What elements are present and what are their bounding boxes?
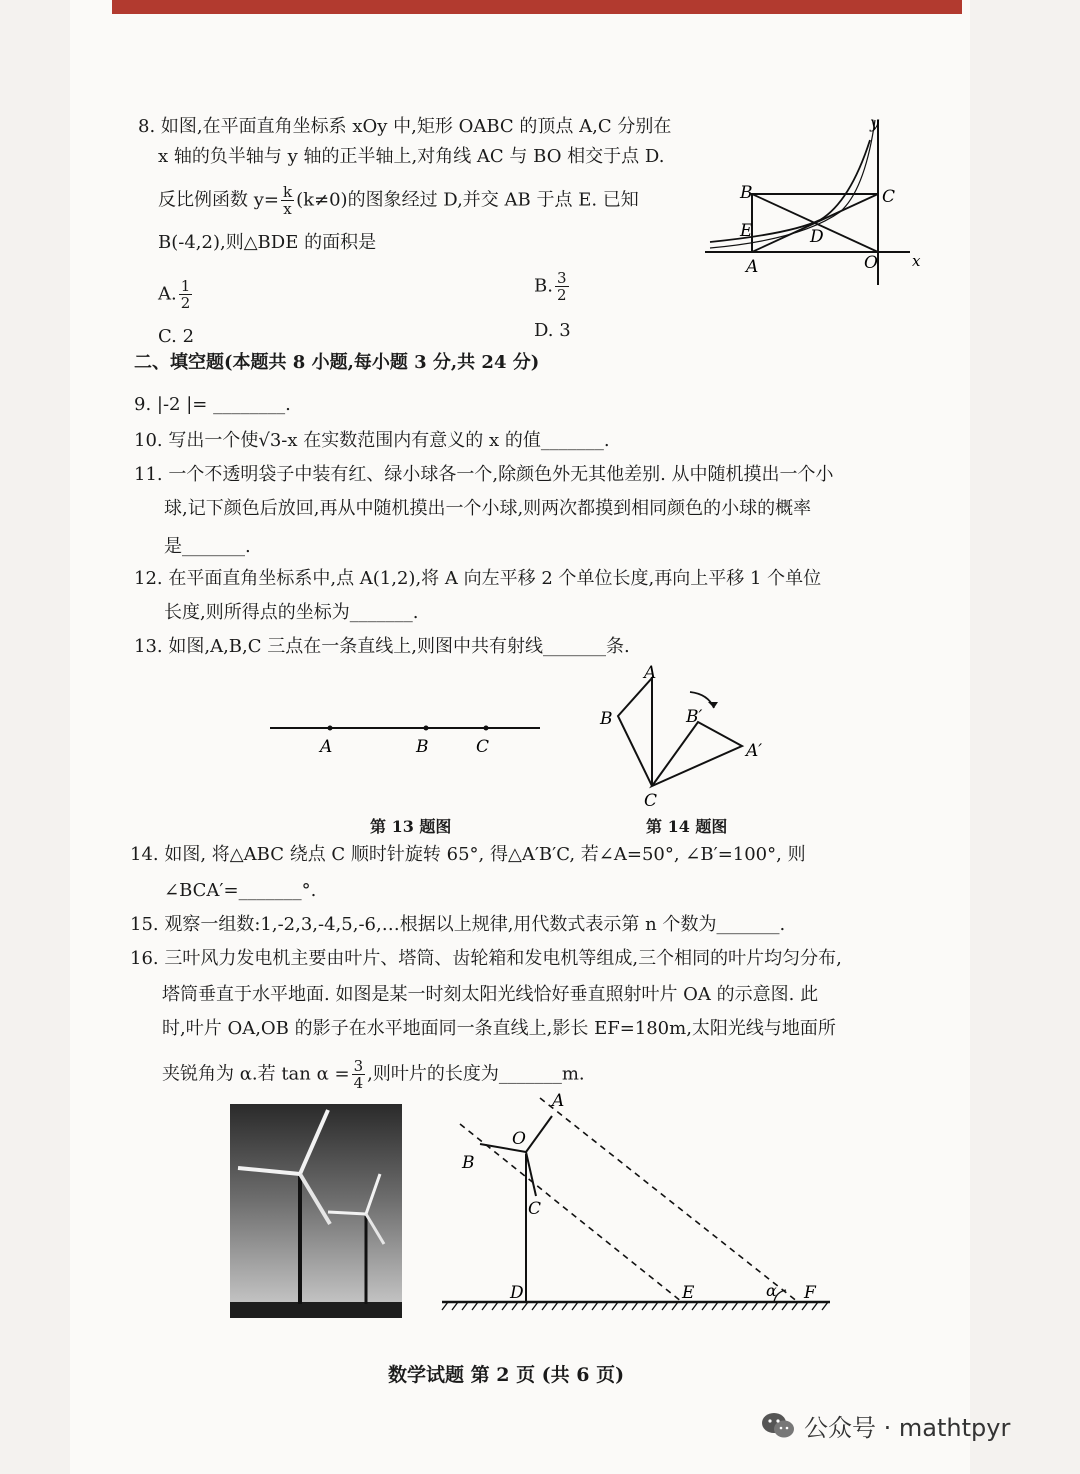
fig13-label-c: C <box>476 737 490 757</box>
q16-line4: 夹锐角为 α.若 tan α = $\frac{3}{4}$ ,则叶片的长度为_______m. <box>162 1057 585 1092</box>
fig16-label-o: O <box>512 1129 526 1149</box>
page-footer: 数学试题 第 2 页 (共 6 页) <box>388 1364 625 1386</box>
fig14-label-a: A <box>644 664 657 683</box>
q8-line2: x 轴的负半轴与 y 轴的正半轴上,对角线 AC 与 BO 相交于点 D. <box>158 146 665 167</box>
q11-line1: 11. 一个不透明袋子中装有红、绿小球各一个,除颜色外无其他差别. 从中随机摸出一个小 <box>134 464 834 485</box>
fig14-caption: 第 14 题图 <box>646 817 728 836</box>
q12-line2: 长度,则所得点的坐标为_______. <box>164 602 419 623</box>
watermark-text: 公众号 · mathtpyr <box>804 1414 1011 1442</box>
fig8-coordinate-diagram <box>700 110 930 290</box>
fig13-label-a: A <box>320 737 333 757</box>
fig16-label-d: D <box>510 1283 524 1303</box>
fig8-label-o: O <box>864 253 878 273</box>
q8-line3: 反比例函数 y= $\frac{k}{x}$ (k≠0)的图象经过 D,并交 AB 于点 E. 已知 <box>158 183 639 218</box>
fig13-line-diagram <box>260 712 560 762</box>
fig14-label-c: C <box>644 791 658 811</box>
paper-top-edge <box>112 0 962 14</box>
fig16-shadow-diagram <box>440 1088 840 1318</box>
q11-line2: 球,记下颜色后放回,再从中随机摸出一个小球,则两次都摸到相同颜色的小球的概率 <box>164 498 812 519</box>
fig13-caption: 第 13 题图 <box>370 817 452 836</box>
q8-line1: 8. 如图,在平面直角坐标系 xOy 中,矩形 OABC 的顶点 A,C 分别在 <box>138 116 672 137</box>
wind-turbine-photo-drawing <box>230 1104 402 1318</box>
section-2-heading: 二、填空题(本题共 8 小题,每小题 3 分,共 24 分) <box>134 352 540 373</box>
fig8-label-b: B <box>740 183 753 203</box>
q8-option-c: C. 2 <box>158 326 195 347</box>
q11-line3: 是_______. <box>164 536 251 557</box>
fig8-label-c: C <box>882 187 896 207</box>
fig8-label-y: y <box>870 113 880 132</box>
fig8-label-a: A <box>746 257 759 277</box>
q9: 9. |-2 |= ________. <box>134 394 291 415</box>
q8-option-b: B. $\frac{3}{2}$ <box>534 269 567 304</box>
fig16-label-b: B <box>462 1153 475 1173</box>
wechat-icon <box>760 1411 796 1441</box>
fig16-label-c: C <box>528 1199 542 1219</box>
fig14-label-a-prime: A′ <box>746 741 763 761</box>
fig14-rotation-diagram <box>590 664 790 814</box>
fig8-label-e: E <box>740 221 753 241</box>
q13: 13. 如图,A,B,C 三点在一条直线上,则图中共有射线_______条. <box>134 636 630 657</box>
k-over-x-fraction: $\frac{k}{x}$ <box>282 183 293 218</box>
q16-line1: 16. 三叶风力发电机主要由叶片、塔筒、齿轮箱和发电机等组成,三个相同的叶片均匀分布, <box>130 948 842 969</box>
q8-line4: B(-4,2),则△BDE 的面积是 <box>158 232 377 253</box>
wind-turbine-photo <box>230 1104 402 1318</box>
q16-line3: 时,叶片 OA,OB 的影子在水平地面同一条直线上,影长 EF=180m,太阳光线与地面所 <box>162 1018 836 1039</box>
fig16-label-a: A <box>552 1091 565 1111</box>
fig16-label-alpha: α <box>766 1281 777 1300</box>
q14-line2: ∠BCA′=_______°. <box>164 880 317 901</box>
fig16-label-f: F <box>804 1283 816 1303</box>
fig13-label-b: B <box>416 737 429 757</box>
fig8-label-x: x <box>912 252 921 270</box>
q15: 15. 观察一组数:1,-2,3,-4,5,-6,…根据以上规律,用代数式表示第 n 个数为_______. <box>130 914 786 935</box>
fig14-label-b: B <box>600 709 613 729</box>
fig16-label-e: E <box>682 1283 695 1303</box>
fig8-label-d: D <box>810 227 824 247</box>
watermark <box>760 1408 1010 1443</box>
q8-option-a: A. $\frac{1}{2}$ <box>158 277 191 312</box>
q10: 10. 写出一个使√3-x 在实数范围内有意义的 x 的值_______. <box>134 430 610 451</box>
q12-line1: 12. 在平面直角坐标系中,点 A(1,2),将 A 向左平移 2 个单位长度,再向上平移 1 个单位 <box>134 568 822 589</box>
q14-line1: 14. 如图, 将△ABC 绕点 C 顺时针旋转 65°, 得△A′B′C, 若∠A=50°, ∠B′=100°, 则 <box>130 844 806 865</box>
q8-option-d: D. 3 <box>534 320 571 341</box>
q16-line2: 塔筒垂直于水平地面. 如图是某一时刻太阳光线恰好垂直照射叶片 OA 的示意图. 此 <box>162 984 819 1005</box>
fig14-label-b-prime: B′ <box>686 707 703 727</box>
